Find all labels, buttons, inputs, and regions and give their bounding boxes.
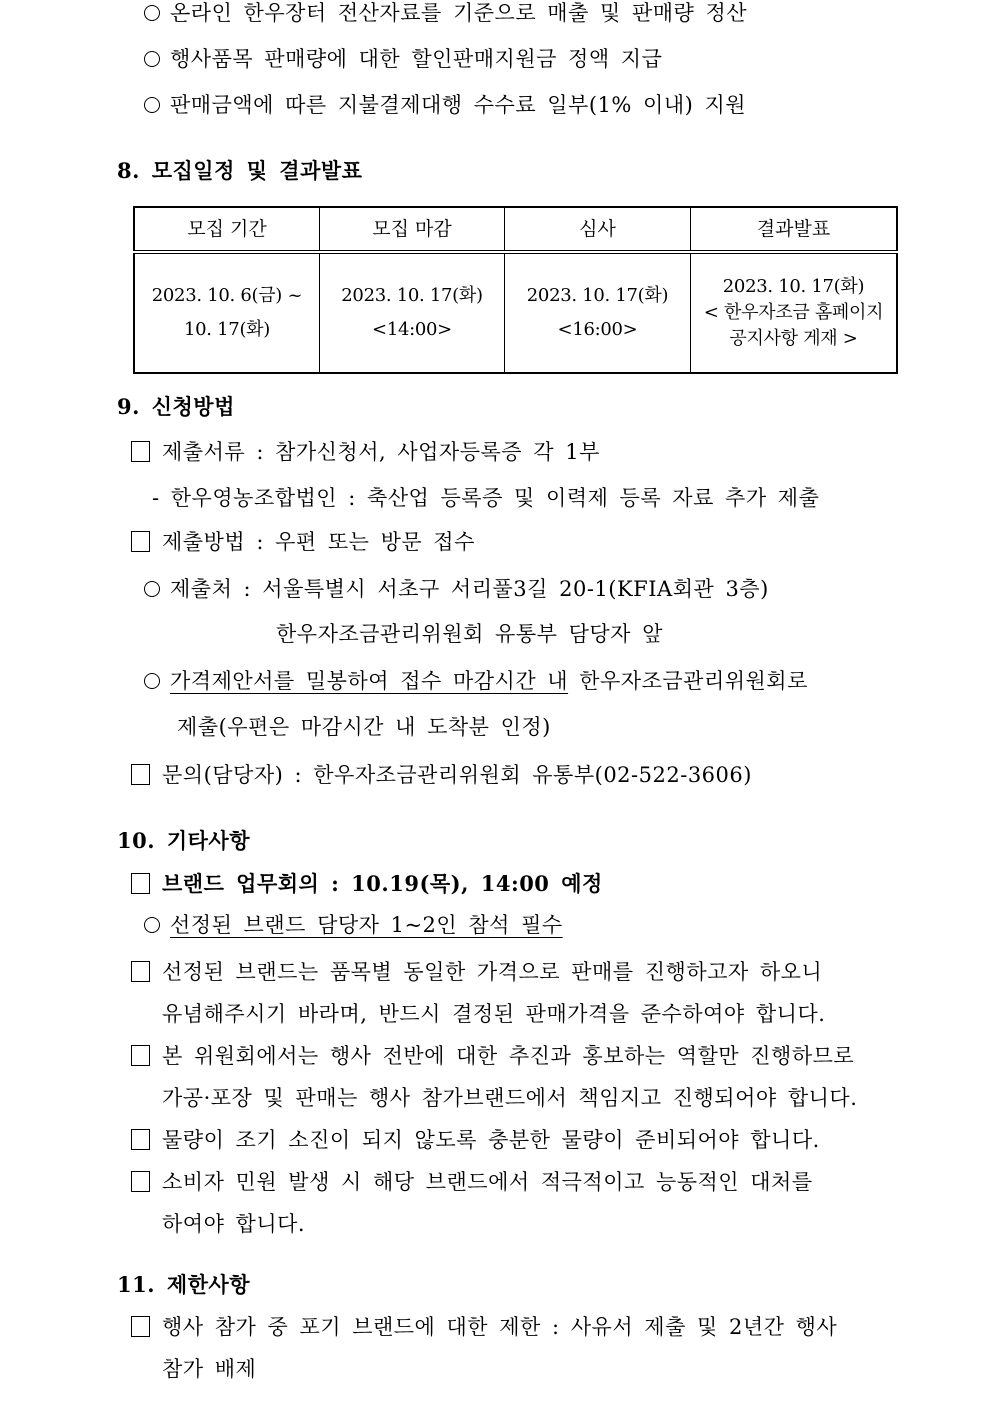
underlined-text: 가격제안서를 밀봉하여 접수 마감시간 내 [170,669,569,693]
square-bullet-icon [131,961,150,982]
cell-line: < 한우자조금 홈페이지 [703,302,884,323]
table-cell-review [505,252,691,373]
committee-role-item [131,1043,854,1069]
circle-bullet-icon [144,51,160,67]
item-text: 제출서류 : 참가신청서, 사업자등록증 각 1부 [162,440,600,464]
table-cell-deadline [320,252,505,373]
square-bullet-icon [131,1045,150,1066]
committee-role-continuation: 가공·포장 및 판매는 행사 참가브랜드에서 책임지고 진행되어야 합니다. [162,1086,858,1110]
item-text: 온라인 한우장터 전산자료를 기준으로 매출 및 판매량 정산 [170,1,748,25]
column-header: 모집 기간 [134,207,320,252]
square-bullet-icon [131,1316,150,1337]
section-10-heading: 10. 기타사항 [117,828,250,853]
contact-item [131,762,752,788]
item-text: 브랜드 업무회의 : 10.19(목), 14:00 예정 [162,871,603,896]
circle-bullet-icon [144,673,160,689]
cell-line: 2023. 10. 17(화) [526,285,669,306]
item-text: 물량이 조기 소진이 되지 않도록 충분한 물량이 준비되어야 합니다. [162,1128,820,1152]
cell-line: <14:00> [372,319,452,340]
square-bullet-icon [131,873,150,894]
column-header: 결과발표 [691,207,898,252]
cell-line: 10. 17(화) [184,319,270,340]
item-text: 한우자조금관리위원회로 [568,669,808,693]
cell-line: 공지사항 게재 > [729,328,858,349]
pricing-item-continuation: 유념해주시기 바라며, 반드시 결정된 판매가격을 준수하여야 합니다. [162,1002,826,1026]
square-bullet-icon [131,1129,150,1150]
circle-bullet-icon [144,97,160,113]
table-cell-announcement [691,252,898,373]
restriction-item-continuation: 참가 배제 [162,1357,257,1381]
cell-line: 2023. 10. 17(화) [722,276,865,297]
cell-line: <16:00> [557,319,638,340]
section-8-heading: 8. 모집일정 및 결과발표 [117,158,363,183]
destination-item [144,576,769,602]
item-text: 선정된 브랜드는 품목별 동일한 가격으로 판매를 진행하고자 하오니 [162,960,823,984]
pricing-item [131,959,822,985]
complaint-item-continuation: 하여야 합니다. [162,1212,306,1236]
column-header: 심사 [505,207,691,252]
item-text: 판매금액에 따른 지불결제대행 수수료 일부(1% 이내) 지원 [170,93,747,117]
schedule-table [133,206,898,374]
circle-bullet-icon [144,917,160,933]
item-text: 소비자 민원 발생 시 해당 브랜드에서 적극적이고 능동적인 대처를 [162,1170,813,1194]
circle-bullet-icon [144,581,160,597]
table-header-row [134,207,897,252]
brand-meeting-item [131,871,603,897]
restriction-item [131,1314,837,1340]
cell-line: 2023. 10. 17(화) [341,285,483,306]
circle-bullet-icon [144,5,160,21]
sealed-submission-continuation: 제출(우편은 마감시간 내 도착분 인정) [177,715,551,739]
item-text: 행사 참가 중 포기 브랜드에 대한 제한 : 사유서 제출 및 2년간 행사 [162,1315,838,1339]
section-9-heading: 9. 신청방법 [117,394,235,419]
item-text: 문의(담당자) : 한우자조금관리위원회 유통부(02-522-3606) [162,763,752,787]
subsidy-item [144,46,662,72]
item-text: 본 위원회에서는 행사 전반에 대한 추진과 홍보하는 역할만 진행하므로 [162,1044,855,1068]
column-header: 모집 마감 [320,207,505,252]
meeting-attendance-item [144,912,563,938]
documents-sub-item: - 한우영농조합법인 : 축산업 등록증 및 이력제 등록 자료 추가 제출 [152,486,820,510]
settlement-item [144,0,747,26]
table-cell-recruit-period [134,252,320,373]
square-bullet-icon [131,1171,150,1192]
section-11-heading: 11. 제한사항 [117,1272,250,1297]
destination-recipient: 한우자조금관리위원회 유통부 담당자 앞 [276,622,663,646]
underlined-text: 선정된 브랜드 담당자 1~2인 참석 필수 [170,913,563,937]
fee-support-item [144,92,746,118]
item-text: 제출처 : 서울특별시 서초구 서리풀3길 20-1(KFIA회관 3층) [170,577,769,601]
square-bullet-icon [131,441,150,462]
documents-item [131,439,600,465]
square-bullet-icon [131,531,150,552]
sealed-submission-item [144,668,808,694]
complaint-item [131,1169,813,1195]
item-text: 제출방법 : 우편 또는 방문 접수 [162,530,475,554]
table-row [134,252,897,373]
square-bullet-icon [131,764,150,785]
item-text: 행사품목 판매량에 대한 할인판매지원금 정액 지급 [170,47,663,71]
stock-item [131,1127,820,1153]
cell-line: 2023. 10. 6(금) ~ [151,285,303,306]
method-item [131,529,475,555]
